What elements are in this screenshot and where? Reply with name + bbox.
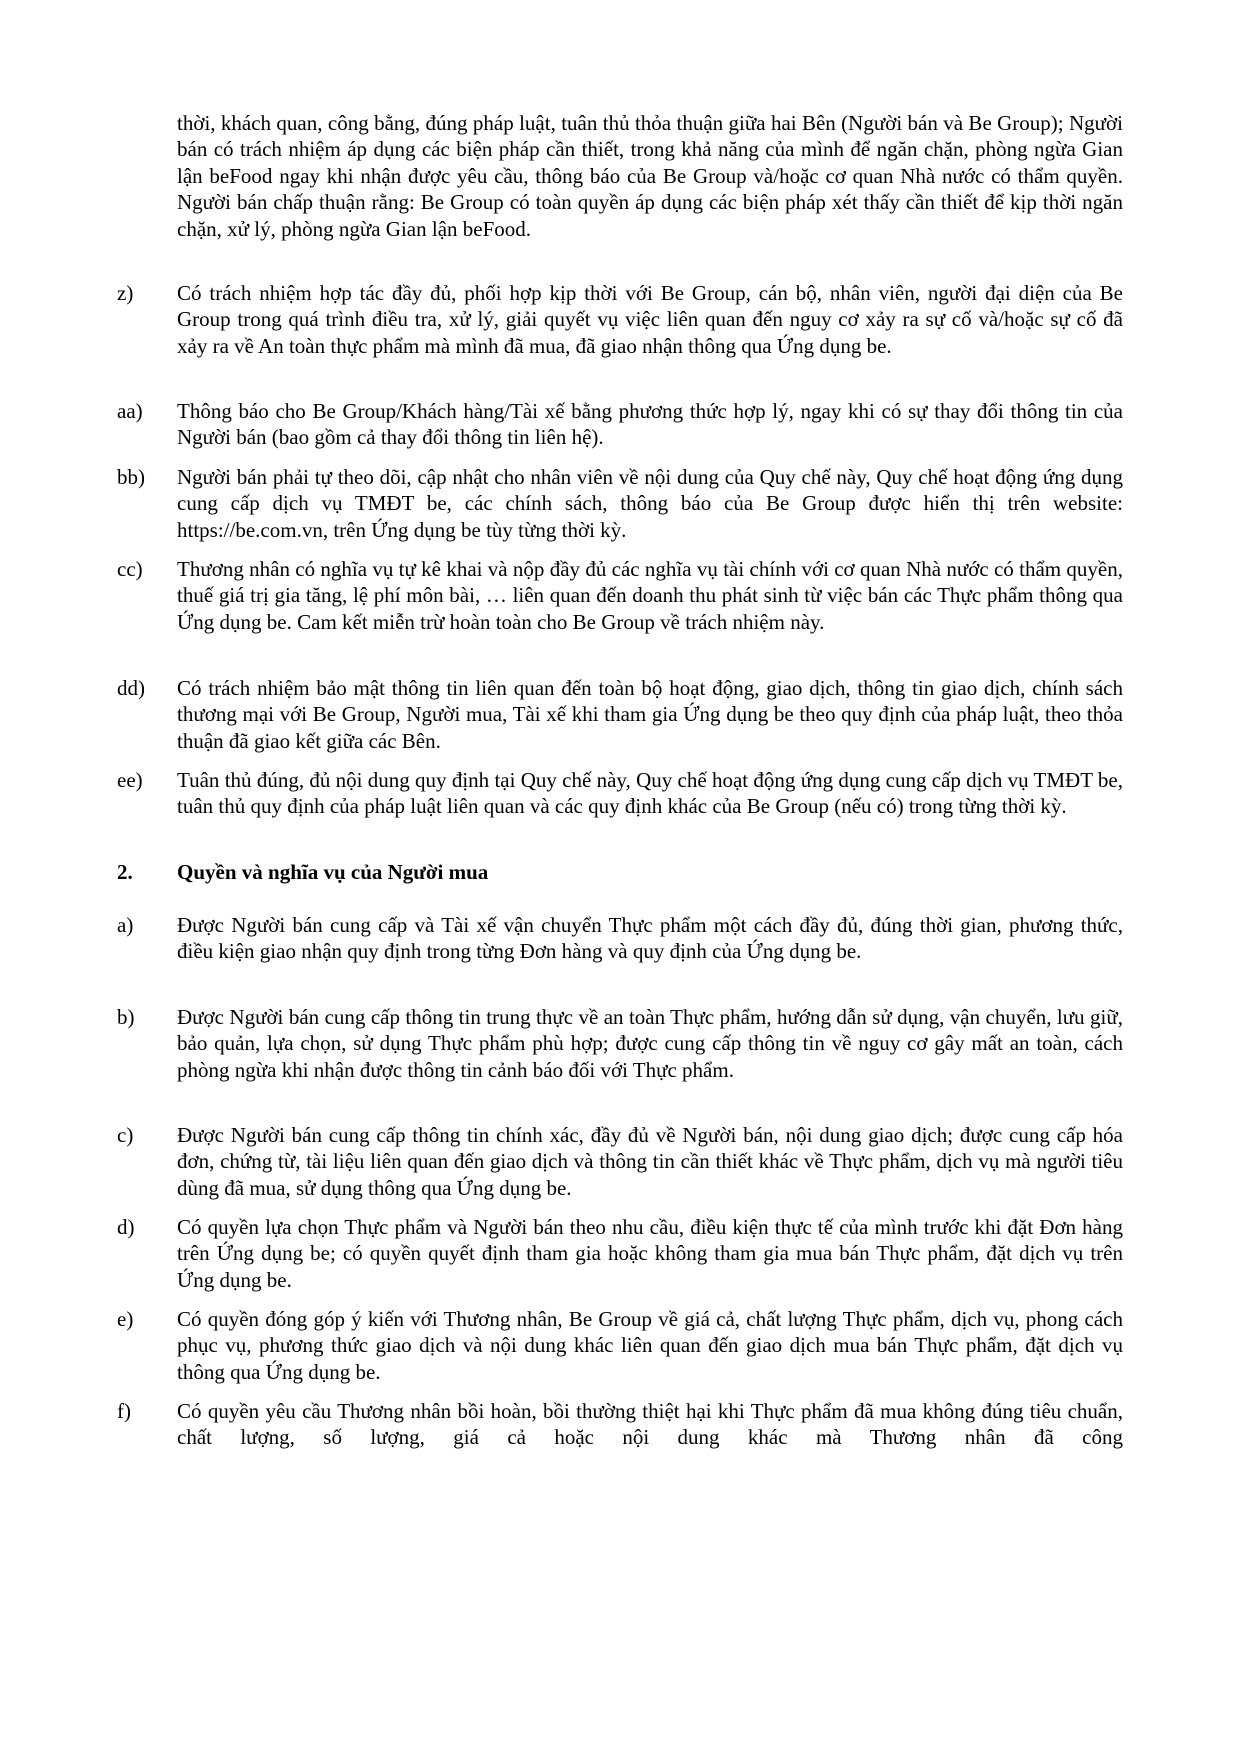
item-label: d)	[117, 1215, 135, 1239]
item-label: c)	[117, 1123, 134, 1147]
list-item-b	[117, 1004, 1123, 1083]
item-text: Có quyền đóng góp ý kiến với Thương nhân, Be Group về giá cả, chất lượng Thực phẩm, dịch vụ, phong cách phục vụ, phương thức giao dịch và nội dung khác liên quan đến giao dịch mua bán Thực phẩm, đặt dịch vụ thông qua Ứng dụng be.	[177, 1307, 1123, 1384]
section-heading	[117, 859, 1123, 885]
continuation-paragraph: thời, khách quan, công bằng, đúng pháp luật, tuân thủ thỏa thuận giữa hai Bên (Người bán và Be Group); Người bán có trách nhiệm áp dụng các biện pháp cần thiết, trong khả năng của mình để ngăn chặn, phòng ngừa Gian lận beFood ngay khi nhận được yêu cầu, thông báo của Be Group và/hoặc cơ quan Nhà nước có thẩm quyền. Người bán chấp thuận rằng: Be Group có toàn quyền áp dụng các biện pháp xét thấy cần thiết để kịp thời ngăn chặn, xử lý, phòng ngừa Gian lận beFood.	[177, 111, 1123, 241]
list-item-dd	[117, 675, 1123, 754]
item-text: Được Người bán cung cấp thông tin trung thực về an toàn Thực phẩm, hướng dẫn sử dụng, vận chuyển, lưu giữ, bảo quản, lựa chọn, sử dụng Thực phẩm phù hợp; được cung cấp thông tin về nguy cơ gây mất an toàn, cách phòng ngừa khi nhận được thông tin cảnh báo đối với Thực phẩm.	[177, 1005, 1123, 1082]
item-label: cc)	[117, 557, 143, 581]
item-label: dd)	[117, 676, 145, 700]
list-item-d	[117, 1214, 1123, 1293]
list-item-a	[117, 912, 1123, 965]
item-label: aa)	[117, 399, 143, 423]
list-item-z	[117, 280, 1123, 359]
item-text: Có quyền yêu cầu Thương nhân bồi hoàn, bồi thường thiệt hại khi Thực phẩm đã mua không đúng tiêu chuẩn, chất lượng, số lượng, giá cả hoặc nội dung khác mà Thương nhân đã công	[177, 1399, 1123, 1450]
item-text: Thương nhân có nghĩa vụ tự kê khai và nộp đầy đủ các nghĩa vụ tài chính với cơ quan Nhà nước có thẩm quyền, thuế giá trị gia tăng, lệ phí môn bài, … liên quan đến doanh thu phát sinh từ việc bán các Thực phẩm thông qua Ứng dụng be. Cam kết miễn trừ hoàn toàn cho Be Group về trách nhiệm này.	[177, 557, 1123, 634]
list-item-e	[117, 1306, 1123, 1385]
item-label: ee)	[117, 768, 143, 792]
item-text: Người bán phải tự theo dõi, cập nhật cho nhân viên về nội dung của Quy chế này, Quy chế hoạt động ứng dụng cung cấp dịch vụ TMĐT be, các chính sách, thông báo của Be Group được hiển thị trên website: https://be.com.vn, trên Ứng dụng be tùy từng thời kỳ.	[177, 465, 1123, 542]
item-text: Được Người bán cung cấp thông tin chính xác, đầy đủ về Người bán, nội dung giao dịch; được cung cấp hóa đơn, chứng từ, tài liệu liên quan đến giao dịch và thông tin cần thiết khác về Thực phẩm, dịch vụ mà người tiêu dùng đã mua, sử dụng thông qua Ứng dụng be.	[177, 1123, 1123, 1200]
item-label: e)	[117, 1307, 134, 1331]
list-item-ee	[117, 767, 1123, 820]
item-label: f)	[117, 1399, 131, 1423]
item-text: Thông báo cho Be Group/Khách hàng/Tài xế bằng phương thức hợp lý, ngay khi có sự thay đổi thông tin của Người bán (bao gồm cả thay đổi thông tin liên hệ).	[177, 399, 1123, 450]
list-item-cc	[117, 556, 1123, 635]
item-text: Được Người bán cung cấp và Tài xế vận chuyển Thực phẩm một cách đầy đủ, đúng thời gian, phương thức, điều kiện giao nhận quy định trong từng Đơn hàng và quy định của Ứng dụng be.	[177, 913, 1123, 964]
item-label: a)	[117, 913, 134, 937]
item-label: bb)	[117, 465, 145, 489]
item-label: b)	[117, 1005, 135, 1029]
item-text: Có quyền lựa chọn Thực phẩm và Người bán theo nhu cầu, điều kiện thực tế của mình trước khi đặt Đơn hàng trên Ứng dụng be; có quyền quyết định tham gia hoặc không tham gia mua bán Thực phẩm, đặt dịch vụ trên Ứng dụng be.	[177, 1215, 1123, 1292]
section-number: 2.	[117, 860, 133, 884]
section-title: Quyền và nghĩa vụ của Người mua	[177, 860, 489, 884]
list-item-f	[117, 1398, 1123, 1451]
list-item-c	[117, 1122, 1123, 1201]
item-label: z)	[117, 281, 134, 305]
item-text: Tuân thủ đúng, đủ nội dung quy định tại Quy chế này, Quy chế hoạt động ứng dụng cung cấp dịch vụ TMĐT be, tuân thủ quy định của pháp luật liên quan và các quy định khác của Be Group (nếu có) trong từng thời kỳ.	[177, 768, 1123, 819]
item-text: Có trách nhiệm hợp tác đầy đủ, phối hợp kịp thời với Be Group, cán bộ, nhân viên, người đại diện của Be Group trong quá trình điều tra, xử lý, giải quyết vụ việc liên quan đến nguy cơ xảy ra sự cố và/hoặc sự cố đã xảy ra về An toàn thực phẩm mà mình đã mua, đã giao nhận thông qua Ứng dụng be.	[177, 281, 1123, 358]
list-item-aa	[117, 398, 1123, 451]
item-text: Có trách nhiệm bảo mật thông tin liên quan đến toàn bộ hoạt động, giao dịch, thông tin giao dịch, chính sách thương mại với Be Group, Người mua, Tài xế khi tham gia Ứng dụng be theo quy định của pháp luật, theo thỏa thuận đã giao kết giữa các Bên.	[177, 676, 1123, 753]
list-item-bb	[117, 464, 1123, 543]
